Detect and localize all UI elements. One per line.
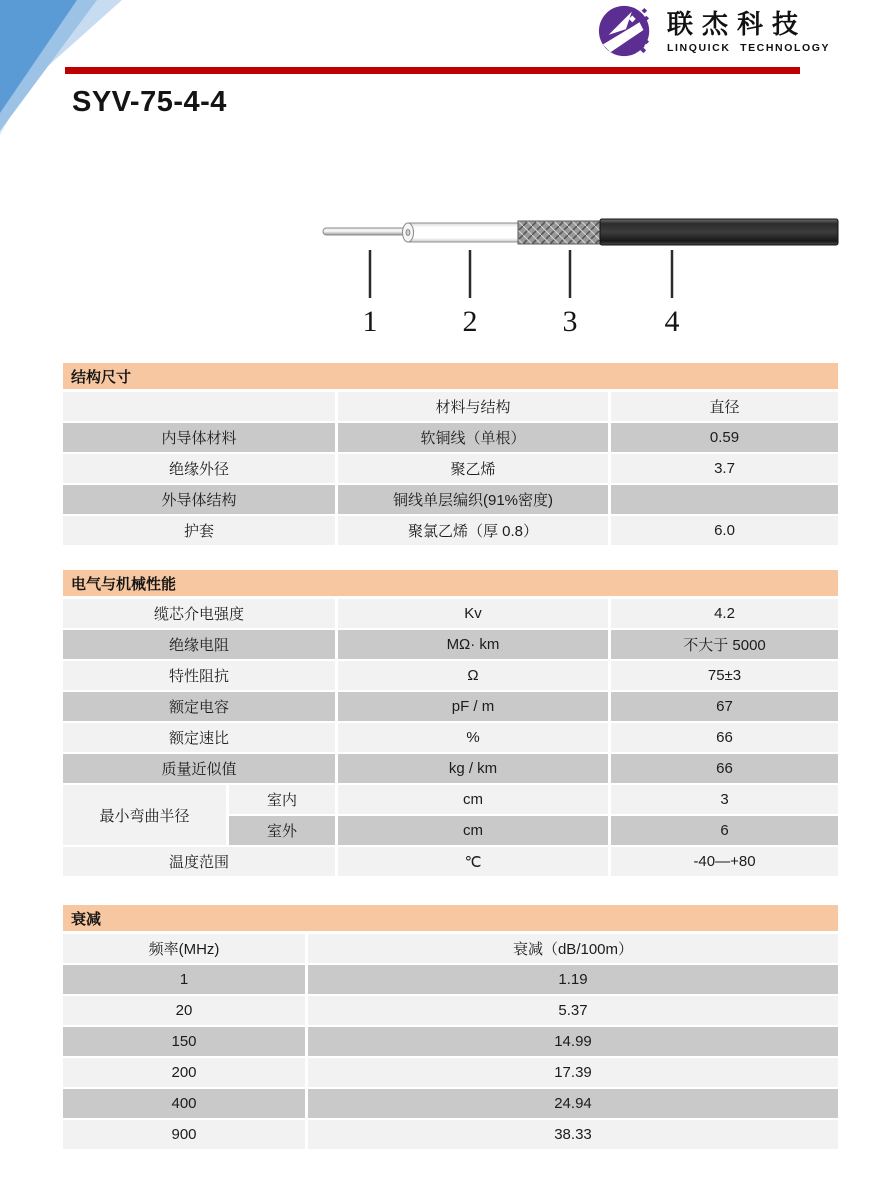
col-header xyxy=(63,392,335,421)
cable-part-label-1: 1 xyxy=(362,305,378,338)
structure-table xyxy=(63,363,838,545)
row-label: 绝缘外径 xyxy=(63,454,335,483)
cell-attenuation: 24.94 xyxy=(308,1089,838,1118)
cable-part-label-3: 3 xyxy=(562,305,578,338)
structure-grid xyxy=(63,392,838,545)
cell-unit: Ω xyxy=(338,661,608,690)
cell-diameter: 3.7 xyxy=(611,454,838,483)
cell-value: 75±3 xyxy=(611,661,838,690)
structure-section-title: 结构尺寸 xyxy=(63,363,838,389)
row-label: 缆芯介电强度 xyxy=(63,599,335,628)
cell-attenuation: 14.99 xyxy=(308,1027,838,1056)
col-header: 频率(MHz) xyxy=(63,934,305,963)
row-label: 额定速比 xyxy=(63,723,335,752)
row-label: 护套 xyxy=(63,516,335,545)
attenuation-table xyxy=(63,905,838,1149)
cell-value: 不大于 5000 xyxy=(611,630,838,659)
bend-sub-label: 室内 xyxy=(229,785,335,814)
cell-value: 66 xyxy=(611,754,838,783)
row-label: 温度范围 xyxy=(63,847,335,876)
row-label: 绝缘电阻 xyxy=(63,630,335,659)
cell-diameter: 0.59 xyxy=(611,423,838,452)
cell-unit: ℃ xyxy=(338,847,608,876)
cable-part-label-4: 4 xyxy=(664,305,680,338)
insulation-shape xyxy=(408,223,518,242)
inner-conductor-shape xyxy=(323,228,410,235)
cell-frequency: 20 xyxy=(63,996,305,1025)
cell-frequency: 400 xyxy=(63,1089,305,1118)
cell-unit: pF / m xyxy=(338,692,608,721)
cell-material: 聚氯乙烯（厚 0.8） xyxy=(338,516,608,545)
row-label: 额定电容 xyxy=(63,692,335,721)
cell-unit: cm xyxy=(338,785,608,814)
braid-shield-shape xyxy=(518,221,600,244)
spec-tables xyxy=(63,363,838,1149)
bend-radius-label: 最小弯曲半径 xyxy=(63,785,226,845)
attenuation-grid xyxy=(63,934,838,1149)
row-label: 质量近似值 xyxy=(63,754,335,783)
cell-diameter xyxy=(611,485,838,514)
brand-name-cn: 联杰科技 xyxy=(667,8,808,39)
electrical-grid xyxy=(63,599,838,876)
cell-attenuation: 38.33 xyxy=(308,1120,838,1149)
cell-value: 4.2 xyxy=(611,599,838,628)
col-header: 材料与结构 xyxy=(338,392,608,421)
cell-value: -40—+80 xyxy=(611,847,838,876)
electrical-section-title: 电气与机械性能 xyxy=(63,570,838,596)
cell-value: 3 xyxy=(611,785,838,814)
cell-diameter: 6.0 xyxy=(611,516,838,545)
cell-material: 铜线单层编织(91%密度) xyxy=(338,485,608,514)
cell-frequency: 150 xyxy=(63,1027,305,1056)
cell-value: 67 xyxy=(611,692,838,721)
attenuation-section-title: 衰减 xyxy=(63,905,838,931)
brand-name-en: LINQUICK TECHNOLOGY xyxy=(667,41,831,54)
cell-attenuation: 5.37 xyxy=(308,996,838,1025)
bend-sub-label: 室外 xyxy=(229,816,335,845)
cell-material: 软铜线（单根） xyxy=(338,423,608,452)
row-label: 特性阻抗 xyxy=(63,661,335,690)
cell-unit: MΩ· km xyxy=(338,630,608,659)
cell-value: 6 xyxy=(611,816,838,845)
cell-frequency: 200 xyxy=(63,1058,305,1087)
cell-unit: kg / km xyxy=(338,754,608,783)
col-header: 衰减（dB/100m） xyxy=(308,934,838,963)
cell-unit: Kv xyxy=(338,599,608,628)
brand-text xyxy=(667,9,830,54)
cell-unit: cm xyxy=(338,816,608,845)
row-label: 外导体结构 xyxy=(63,485,335,514)
brand-logo xyxy=(597,2,830,60)
cell-material: 聚乙烯 xyxy=(338,454,608,483)
electrical-table xyxy=(63,570,838,876)
cell-attenuation: 1.19 xyxy=(308,965,838,994)
cell-attenuation: 17.39 xyxy=(308,1058,838,1087)
cell-unit: % xyxy=(338,723,608,752)
cell-value: 66 xyxy=(611,723,838,752)
cable-diagram xyxy=(280,190,840,340)
header-divider xyxy=(65,67,800,74)
cell-frequency: 1 xyxy=(63,965,305,994)
cable-part-label-2: 2 xyxy=(462,305,478,338)
page-title: SYV-75-4-4 xyxy=(72,86,227,118)
cell-frequency: 900 xyxy=(63,1120,305,1149)
row-label: 内导体材料 xyxy=(63,423,335,452)
outer-jacket-shape xyxy=(600,219,838,245)
col-header: 直径 xyxy=(611,392,838,421)
linquick-logo-icon xyxy=(597,2,655,60)
